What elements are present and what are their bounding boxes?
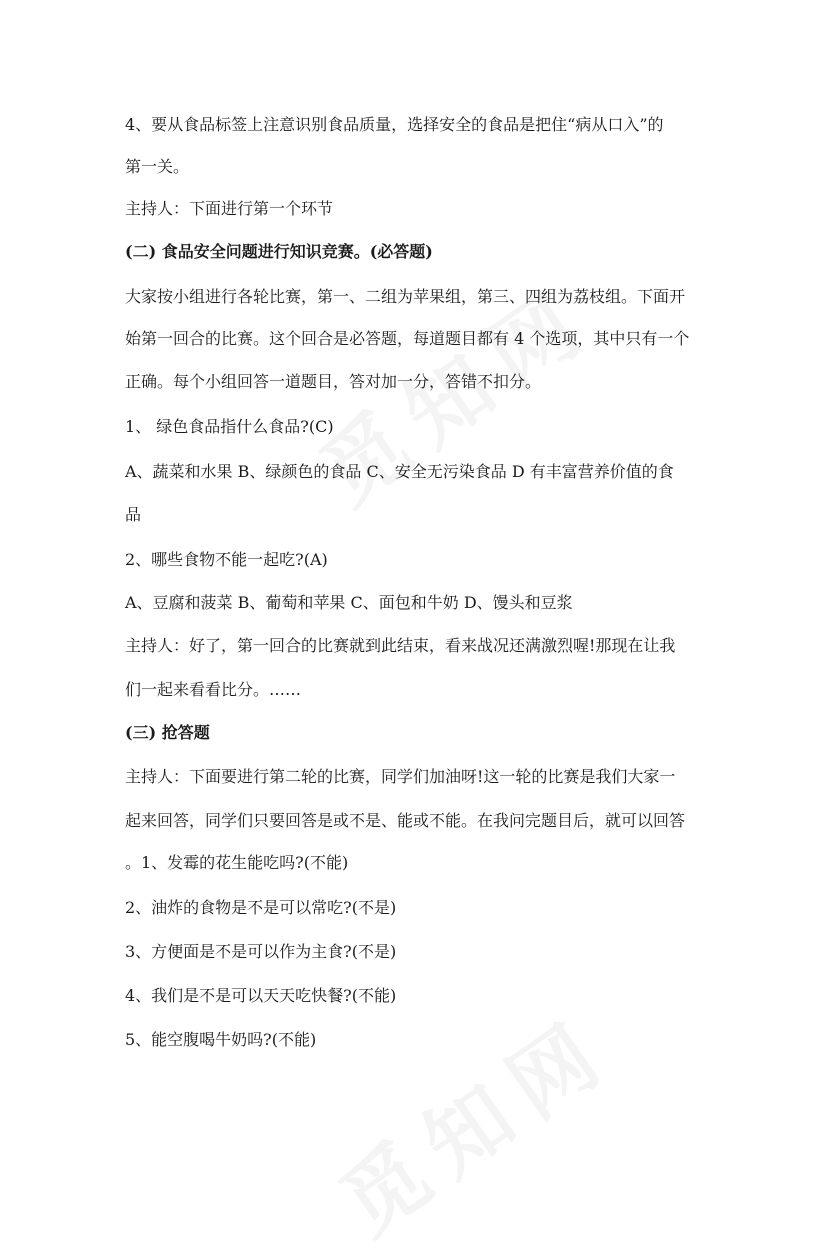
watermark [313, 983, 633, 1258]
paragraph-line: 始第一回合的比赛。这个回合是必答题，每道题目都有 4 个选项，其中只有一个 [125, 329, 690, 348]
answer-options-line: A、豆腐和菠菜 B、葡萄和苹果 C、面包和牛奶 D、馒头和豆浆 [125, 593, 573, 612]
paragraph-line: 第一关。 [125, 157, 190, 176]
host-line: 们一起来看看比分。…… [125, 680, 302, 699]
question-line: 4、我们是不是可以天天吃快餐?(不能) [125, 986, 397, 1005]
paragraph-line: 大家按小组进行各轮比赛，第一、二组为苹果组，第三、四组为荔枝组。下面开 [125, 287, 686, 306]
host-line: 主持人：下面要进行第二轮的比赛，同学们加油呀!这一轮的比赛是我们大家一 [125, 767, 676, 786]
answer-options-line: 品 [125, 505, 142, 524]
question-line: 5、能空腹喝牛奶吗?(不能) [125, 1030, 317, 1049]
paragraph-line: 起来回答，同学们只要回答是或不是、能或不能。在我问完题目后，就可以回答 [125, 811, 686, 830]
question-line: 2、哪些食物不能一起吃?(A) [125, 550, 328, 569]
question-line: 。1、发霉的花生能吃吗?(不能) [125, 853, 349, 872]
host-line: 主持人：下面进行第一个环节 [125, 199, 334, 218]
section-heading: (三) 抢答题 [125, 723, 210, 742]
question-line: 3、方便面是不是可以作为主食?(不是) [125, 942, 397, 961]
question-line: 1、 绿色食品指什么食品?(C) [125, 417, 334, 436]
paragraph-line: 4、要从食品标签上注意识别食品质量，选择安全的食品是把住“病从口入”的 [125, 115, 664, 134]
section-heading: (二) 食品安全问题进行知识竞赛。(必答题) [125, 242, 433, 261]
paragraph-line: 正确。每个小组回答一道题目，答对加一分，答错不扣分。 [125, 372, 542, 391]
host-line: 主持人：好了，第一回合的比赛就到此结束，看来战况还满激烈喔!那现在让我 [125, 636, 676, 655]
answer-options-line: A、蔬菜和水果 B、绿颜色的食品 C、安全无污染食品 D 有丰富营养价值的食 [125, 462, 674, 481]
question-line: 2、油炸的食物是不是可以常吃?(不是) [125, 898, 397, 917]
